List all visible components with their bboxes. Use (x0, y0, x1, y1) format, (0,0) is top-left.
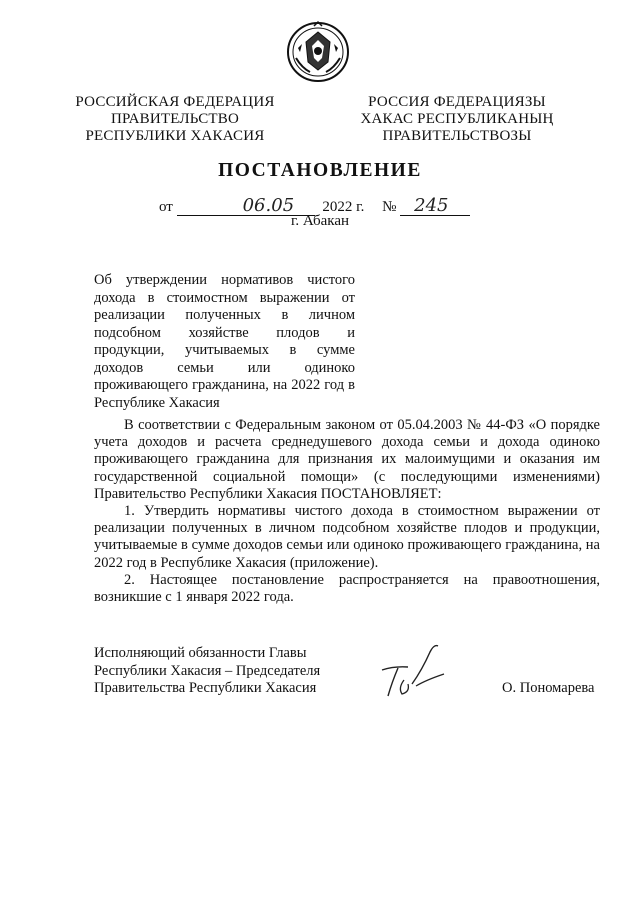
header-left-line: ПРАВИТЕЛЬСТВО (110, 111, 240, 127)
body-paragraph: 2. Настоящее постановление распространяется на правоотношения, возникшие с 1 января 2022 года. (94, 571, 600, 606)
document-title: ПОСТАНОВЛЕНИЕ (218, 160, 422, 181)
header-left-line: РЕСПУБЛИКИ ХАКАСИЯ (85, 128, 265, 144)
body-paragraph: 1. Утвердить нормативы чистого дохода в стоимостном выражении от реализации полученных в личном подсобном хозяйстве плодов и продукции, учитываемые в сумме доходов семьи или одиноко проживающего гражданина, на 2022 год в Республике Хакасия (приложение). (94, 503, 600, 571)
signer-name: О. Пономарева (502, 680, 595, 696)
header-right-line: ХАКАС РЕСПУБЛИКАНЫҢ (360, 111, 554, 127)
body-paragraph: В соответствии с Федеральным законом от 05.04.2003 № 44-ФЗ «О порядке учета доходов и расчета среднедушевого дохода семьи и дохода одиноко проживающего гражданина для признания их малоимущими и оказания им государственной социальной помощи» (с последующими изменениями) Правительство Республики Хакасия ПОСТАНОВЛЯЕТ: (94, 417, 600, 502)
date-handwritten: 06.05 (242, 195, 295, 216)
number-sign: № (382, 199, 397, 215)
number-handwritten: 245 (414, 195, 449, 216)
handwritten-signature-icon (378, 640, 458, 702)
document-body (94, 417, 600, 606)
city: г. Абакан (290, 213, 350, 229)
header-left (60, 94, 290, 145)
signature-position (94, 645, 354, 698)
header-left-line: РОССИЙСКАЯ ФЕДЕРАЦИЯ (75, 94, 275, 110)
header-right (342, 94, 572, 145)
header-right-line: ПРАВИТЕЛЬСТВОЗЫ (382, 128, 532, 144)
date-prefix: от (159, 199, 173, 215)
republic-khakassia-emblem-icon (284, 18, 352, 84)
subject-text: Об утверждении нормативов чистого дохода в стоимостном выражении от реализации полученных в личном подсобном хозяйстве плодов и продукции, учитываемых в сумме доходов семьи или одиноко проживающего гражданина, на 2022 год в Республике Хакасия (94, 272, 355, 411)
header-right-line: РОССИЯ ФЕДЕРАЦИЯЗЫ (368, 94, 546, 110)
date-year: 2022 г. (322, 199, 365, 215)
position-line: Правительства Республики Хакасия (94, 680, 317, 697)
position-line: Исполняющий обязанности Главы (94, 645, 307, 661)
position-line: Республики Хакасия – Председателя (94, 662, 321, 679)
